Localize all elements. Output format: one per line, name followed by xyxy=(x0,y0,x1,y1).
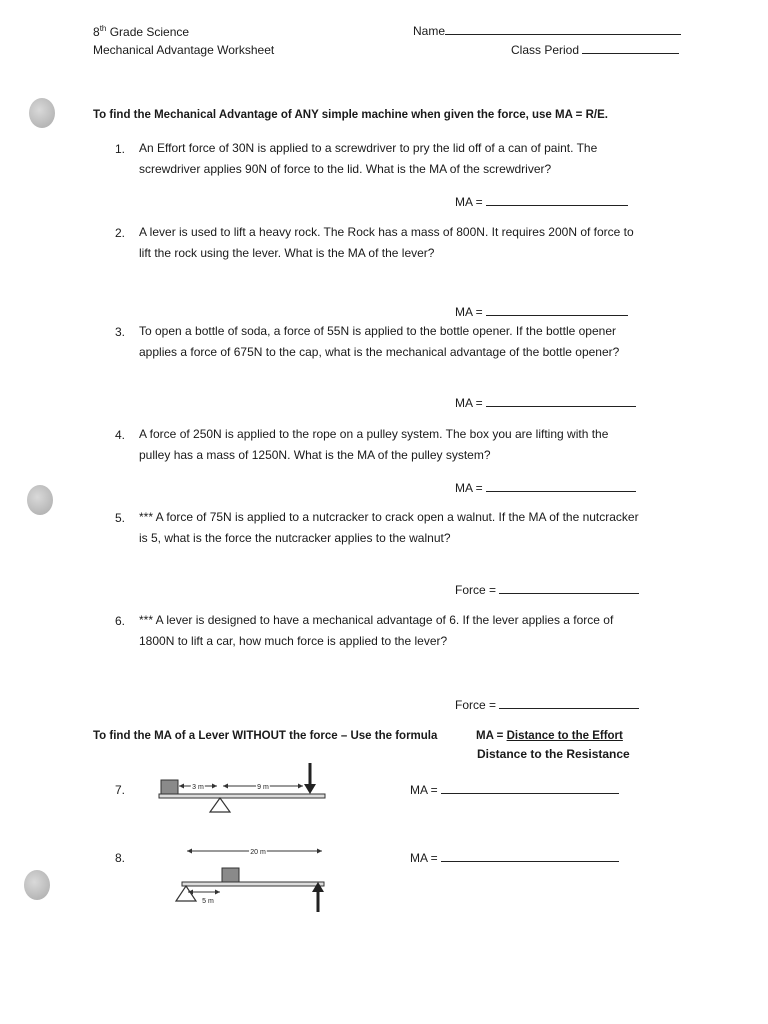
question-line: *** A force of 75N is applied to a nutcracker to crack open a walnut. If the MA of the nutcracker xyxy=(139,510,639,524)
worksheet-title: Mechanical Advantage Worksheet xyxy=(93,43,275,57)
answer-label: Force = xyxy=(455,698,497,712)
answer-blank[interactable] xyxy=(499,593,639,594)
question-number: 5. xyxy=(115,511,126,525)
arrow-head xyxy=(212,784,217,789)
answer-field[interactable] xyxy=(455,481,636,495)
arrow-head xyxy=(223,784,228,789)
arrow-head xyxy=(317,849,322,854)
question-line: is 5, what is the force the nutcracker applies to the walnut? xyxy=(139,531,451,545)
answer-label: Force = xyxy=(455,583,497,597)
resistance-box xyxy=(222,868,239,882)
question-text xyxy=(139,222,634,264)
answer-label: MA = xyxy=(410,783,438,797)
question-line: pulley has a mass of 1250N. What is the MA of the pulley system? xyxy=(139,448,491,462)
question-line: lift the rock using the lever. What is the MA of the lever? xyxy=(139,246,435,260)
distance-label-a: 3 m xyxy=(192,784,204,791)
effort-arrow-head xyxy=(304,784,316,794)
question-line: An Effort force of 30N is applied to a screwdriver to pry the lid off of a can of paint. The xyxy=(139,141,598,155)
lever-section-instruction: To find the MA of a Lever WITHOUT the force – Use the formula xyxy=(93,730,438,742)
fulcrum-triangle xyxy=(210,798,230,812)
lever-beam xyxy=(182,882,324,886)
answer-field[interactable] xyxy=(455,305,628,319)
name-field[interactable] xyxy=(413,24,681,38)
question-line: A force of 250N is applied to the rope on a pulley system. The box you are lifting with the xyxy=(139,427,609,441)
answer-label: MA = xyxy=(455,195,483,209)
question-text xyxy=(139,610,613,652)
question-number: 1. xyxy=(115,142,126,156)
distance-label-b: 5 m xyxy=(202,898,214,905)
question-text xyxy=(139,321,619,363)
distance-label-b: 9 m xyxy=(257,784,269,791)
answer-blank[interactable] xyxy=(499,708,639,709)
name-label: Name xyxy=(413,24,446,38)
distance-label-a: 20 m xyxy=(250,849,266,856)
question-line: *** A lever is designed to have a mechanical advantage of 6. If the lever applies a force of xyxy=(139,613,614,627)
lever-formula-label: MA = xyxy=(476,730,504,742)
arrow-head xyxy=(179,784,184,789)
question-line: 1800N to lift a car, how much force is applied to the lever? xyxy=(139,634,448,648)
instructions-text: To find the Mechanical Advantage of ANY simple machine when given the force, use MA = R xyxy=(93,109,594,121)
answer-field[interactable] xyxy=(455,396,636,410)
answer-label: MA = xyxy=(410,851,438,865)
question-text xyxy=(139,138,597,180)
lever-formula xyxy=(476,730,623,742)
course-title xyxy=(93,24,189,39)
question-text xyxy=(139,424,608,466)
question-number: 4. xyxy=(115,428,126,442)
question-number: 7. xyxy=(115,783,126,797)
question-number: 2. xyxy=(115,226,126,240)
question-number: 6. xyxy=(115,614,126,628)
resistance-box xyxy=(161,780,178,794)
course-name: Grade Science xyxy=(106,25,190,39)
question-line: To open a bottle of soda, a force of 55N is applied to the bottle opener. If the bottle opener xyxy=(139,324,616,338)
question-number: 3. xyxy=(115,325,126,339)
instructions-formula-suffix: /E. xyxy=(593,109,608,121)
lever-diagram-7 xyxy=(155,760,330,820)
instructions-part1 xyxy=(93,109,608,121)
arrow-head xyxy=(187,849,192,854)
question-text xyxy=(139,507,639,549)
answer-blank[interactable] xyxy=(441,861,619,862)
answer-field[interactable] xyxy=(410,783,619,797)
question-number: 8. xyxy=(115,851,126,865)
arrow-head xyxy=(298,784,303,789)
punch-hole-middle xyxy=(27,485,53,515)
punch-hole-top xyxy=(29,98,55,128)
answer-blank[interactable] xyxy=(441,793,619,794)
grade-number: 8 xyxy=(93,25,100,39)
answer-label: MA = xyxy=(455,481,483,495)
grade-superscript: th xyxy=(99,24,107,33)
class-period-field[interactable] xyxy=(511,43,679,57)
answer-blank[interactable] xyxy=(486,205,628,206)
question-line: screwdriver applies 90N of force to the lid. What is the MA of the screwdriver? xyxy=(139,162,552,176)
answer-field[interactable] xyxy=(455,195,628,209)
answer-blank[interactable] xyxy=(486,315,628,316)
name-blank[interactable] xyxy=(445,34,681,35)
answer-field[interactable] xyxy=(455,698,639,712)
answer-label: MA = xyxy=(455,305,483,319)
formula-denominator: Distance to the Resistance xyxy=(477,747,630,761)
punch-hole-bottom xyxy=(24,870,50,900)
answer-field[interactable] xyxy=(455,583,639,597)
arrow-head xyxy=(215,890,220,895)
answer-field[interactable] xyxy=(410,851,619,865)
question-line: A lever is used to lift a heavy rock. The Rock has a mass of 800N. It requires 200N of force to xyxy=(139,225,634,239)
class-period-label: Class Period xyxy=(511,43,580,57)
formula-numerator: Distance to the Effort xyxy=(506,730,623,742)
answer-blank[interactable] xyxy=(486,406,636,407)
class-period-blank[interactable] xyxy=(582,53,679,54)
question-line: applies a force of 675N to the cap, what is the mechanical advantage of the bottle opener? xyxy=(139,345,620,359)
lever-beam xyxy=(159,794,325,798)
lever-diagram-8 xyxy=(170,840,335,920)
answer-label: MA = xyxy=(455,396,483,410)
answer-blank[interactable] xyxy=(486,491,636,492)
